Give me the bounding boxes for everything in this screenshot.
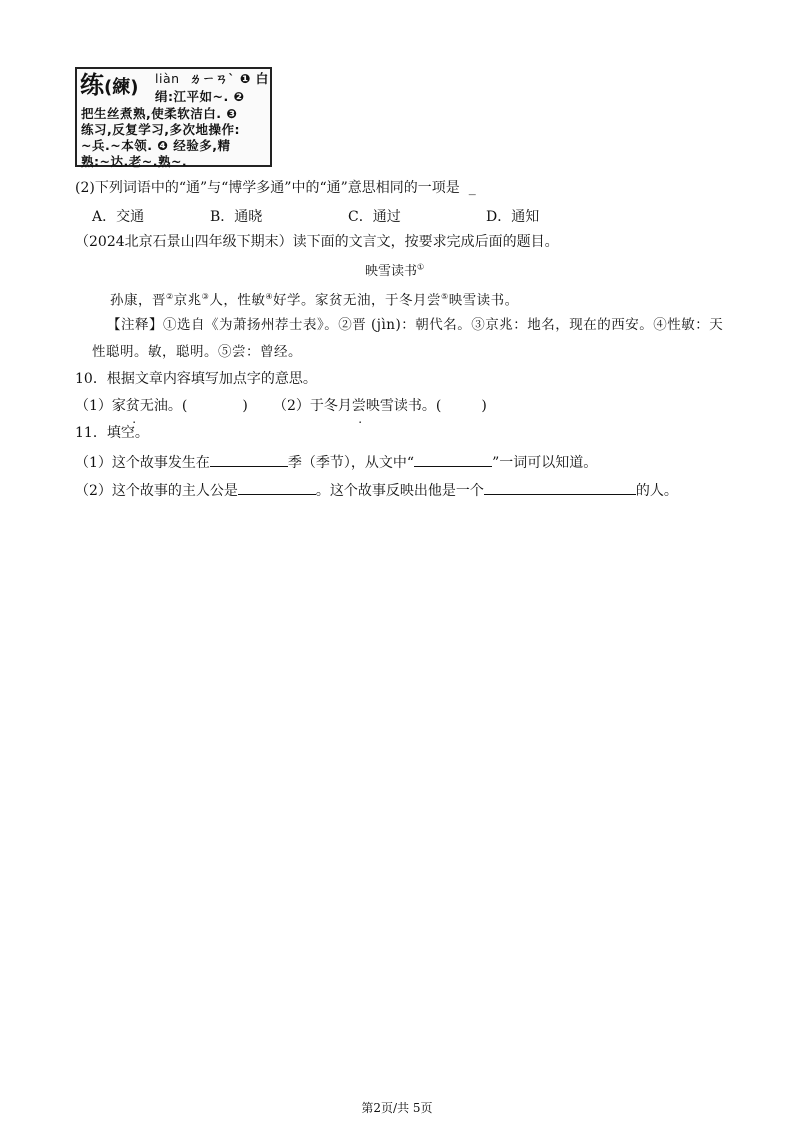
question-11-item-2: （2）这个故事的主人公是 。这个故事反映出他是一个 的人。 <box>75 480 678 500</box>
question-11-stem: 11．填空。 <box>75 425 149 441</box>
answer-blank[interactable] <box>414 452 492 467</box>
passage-body: 孙康，晋②京兆③人，性敏④好学。家贫无油，于冬月尝⑤映雪读书。 <box>110 292 519 309</box>
answer-blank[interactable] <box>238 480 316 495</box>
question-10-item-1: （1）家贫无油。( ) <box>75 398 248 414</box>
dictionary-entry-image <box>75 67 272 167</box>
passage-title: 映雪读书① <box>365 262 425 279</box>
answer-blank[interactable] <box>484 480 636 495</box>
option-d: D．通知 <box>486 209 540 225</box>
option-c: C．通过 <box>348 209 401 225</box>
option-b: B．通晓 <box>210 209 263 225</box>
answer-blank[interactable] <box>210 452 288 467</box>
dictionary-pronunciation: liàn ㄌㄧㄢˋ ❶ 白 <box>155 71 269 86</box>
passage-intro: （2024北京石景山四年级下期末）读下面的文言文，按要求完成后面的题目。 <box>75 234 559 250</box>
dictionary-line: 练习,反复学习,多次地操作: <box>81 122 240 137</box>
question-11-item-1: （1）这个故事发生在 季（季节），从文中“ ”一词可以知道。 <box>75 452 597 472</box>
emphasized-character: 尝 <box>351 398 366 414</box>
dictionary-line: 绢:江平如~. ❷ <box>155 89 245 104</box>
question-2-stem: (2)下列词语中的“通”与“博学多通”中的“通”意思相同的一项是 _ <box>75 180 476 196</box>
question-10-stem: 10．根据文章内容填写加点字的意思。 <box>75 371 317 387</box>
passage-notes-line-2: 性聪明。敏，聪明。⑤尝：曾经。 <box>92 344 302 360</box>
passage-notes-line-1: 【注释】①选自《为萧扬州荐士表》。②晋 (jìn)：朝代名。③京兆：地名，现在的西安。④性敏：天 <box>107 317 724 333</box>
question-10-item-2: （2）于冬月尝映雪读书。( ) <box>273 398 487 414</box>
page-footer: 第2页/共 5页 <box>361 1101 433 1115</box>
dictionary-headword: 练(練) <box>80 71 139 99</box>
dictionary-line: ~兵.~本领. ❹ 经验多,精 <box>81 138 231 153</box>
dictionary-line: 熟:~达.老~.熟~. <box>81 154 188 169</box>
dictionary-line: 把生丝煮熟,使柔软洁白. ❸ <box>81 106 238 121</box>
emphasized-character: 贫 <box>125 398 140 414</box>
option-a: A．交通 <box>92 209 145 225</box>
